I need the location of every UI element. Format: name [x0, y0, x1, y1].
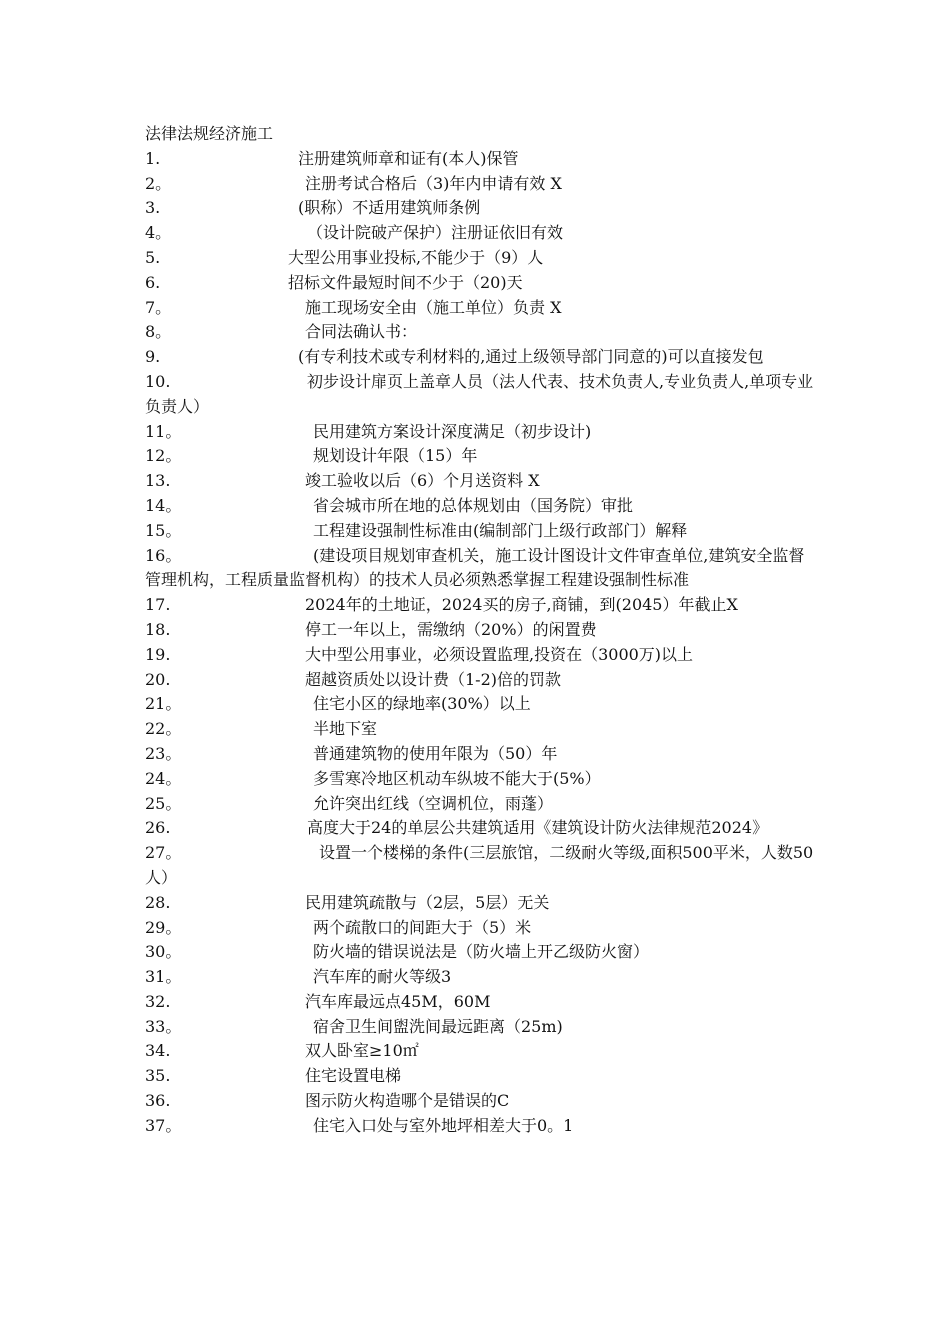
document-page: [145, 122, 815, 1139]
item-number: 17.: [145, 595, 171, 615]
list-item: [145, 1015, 815, 1040]
list-item: [145, 792, 815, 817]
item-number: 1.: [145, 148, 161, 168]
item-text: 住宅设置电梯: [305, 1066, 402, 1086]
item-text: 住宅小区的绿地率(30%）以上: [313, 694, 531, 714]
item-number: 11。: [145, 421, 182, 441]
list-item: [145, 1089, 815, 1114]
item-text: (有专利技术或专利材料的,通过上级领导部门同意的)可以直接发包: [298, 347, 764, 367]
list-item: [145, 172, 815, 197]
item-number: 23。: [145, 743, 182, 763]
item-number: 21。: [145, 694, 182, 714]
item-number: 37。: [145, 1115, 182, 1135]
item-number: 5.: [145, 247, 161, 267]
list-item: [145, 147, 815, 172]
item-text: 两个疏散口的间距大于（5）米: [313, 917, 532, 937]
question-list: [145, 147, 815, 1139]
list-item: [145, 320, 815, 345]
item-number: 22。: [145, 719, 182, 739]
item-number: 33。: [145, 1016, 182, 1036]
item-text: 允许突出红线（空调机位，雨蓬）: [313, 793, 554, 813]
item-number: 32.: [145, 991, 171, 1011]
list-item: [145, 692, 815, 717]
item-number: 36.: [145, 1091, 171, 1111]
item-number: 35.: [145, 1066, 171, 1086]
list-item: [145, 544, 815, 594]
list-item: [145, 271, 815, 296]
item-text: 高度大于24的单层公共建筑适用《建筑设计防火法律规范2024》: [307, 818, 769, 838]
item-number: 16。: [145, 545, 182, 565]
item-text: 民用建筑方案设计深度满足（初步设计): [313, 421, 592, 441]
list-item: [145, 420, 815, 445]
item-text: 省会城市所在地的总体规划由（国务院）审批: [313, 495, 634, 515]
item-number: 8。: [145, 322, 172, 342]
list-item: [145, 296, 815, 321]
list-item: [145, 965, 815, 990]
list-item: [145, 816, 815, 841]
list-item: [145, 246, 815, 271]
item-text: (建设项目规划审查机关，施工设计图设计文件审查单位,建筑安全监督管理机构，工程质量监督机构）的技术人员必须熟悉掌握工程建设强制性标准: [145, 545, 805, 590]
item-text: 住宅入口处与室外地坪相差大于0。1: [313, 1115, 574, 1135]
item-text: 民用建筑疏散与（2层，5层）无关: [305, 892, 550, 912]
item-number: 14。: [145, 495, 182, 515]
item-text: （设计院破产保护）注册证依旧有效: [307, 223, 564, 243]
list-item: [145, 345, 815, 370]
item-number: 19.: [145, 644, 171, 664]
item-text: 汽车库的耐火等级3: [313, 967, 452, 987]
list-item: [145, 767, 815, 792]
list-item: [145, 370, 815, 420]
item-text: 施工现场安全由（施工单位）负责 X: [305, 297, 562, 317]
item-number: 28.: [145, 892, 171, 912]
list-item: [145, 444, 815, 469]
list-item: [145, 742, 815, 767]
item-text: 超越资质处以设计费（1-2)倍的罚款: [305, 669, 562, 689]
list-item: [145, 469, 815, 494]
item-number: 12。: [145, 446, 182, 466]
item-number: 25。: [145, 793, 182, 813]
item-number: 2。: [145, 173, 172, 193]
item-text: 设置一个楼梯的条件(三层旅馆，二级耐火等级,面积500平米，人数50人）: [145, 843, 814, 887]
list-item: [145, 593, 815, 618]
list-item: [145, 494, 815, 519]
item-text: 大中型公用事业，必须设置监理,投资在（3000万)以上: [305, 644, 694, 664]
list-item: [145, 940, 815, 965]
item-number: 10.: [145, 371, 171, 391]
list-item: [145, 916, 815, 941]
item-text: 大型公用事业投标,不能少于（9）人: [288, 247, 544, 267]
list-item: [145, 891, 815, 916]
list-item: [145, 618, 815, 643]
item-text: 图示防火构造哪个是错误的C: [305, 1091, 510, 1111]
item-text: 停工一年以上，需缴纳（20%）的闲置费: [305, 619, 597, 639]
item-number: 13.: [145, 471, 171, 491]
item-text: 工程建设强制性标准由(编制部门上级行政部门）解释: [313, 520, 688, 540]
item-text: 初步设计扉页上盖章人员（法人代表、技术负责人,专业负责人,单项专业负责人）: [145, 371, 814, 416]
list-item: [145, 717, 815, 742]
item-text: 半地下室: [313, 719, 378, 739]
list-item: [145, 519, 815, 544]
item-text: 普通建筑物的使用年限为（50）年: [313, 743, 558, 763]
item-number: 24。: [145, 768, 182, 788]
item-number: 18.: [145, 619, 171, 639]
item-number: 4。: [145, 223, 172, 243]
item-number: 29。: [145, 917, 182, 937]
document-title: 法律法规经济施工: [145, 124, 274, 143]
item-number: 27。: [145, 843, 182, 863]
item-number: 30。: [145, 942, 182, 962]
item-text: 规划设计年限（15）年: [313, 446, 478, 466]
item-text: 宿舍卫生间盥洗间最远距离（25m): [313, 1016, 563, 1036]
list-item: [145, 1114, 815, 1139]
item-text: 招标文件最短时间不少于（20)天: [288, 272, 523, 292]
item-number: 26.: [145, 818, 171, 838]
item-text: (职称）不适用建筑师条例: [298, 198, 481, 218]
item-number: 20.: [145, 669, 171, 689]
item-text: 注册考试合格后（3)年内申请有效 X: [305, 173, 562, 193]
item-number: 9.: [145, 347, 161, 367]
item-number: 31。: [145, 967, 182, 987]
item-text: 双人卧室≥10㎡: [305, 1041, 419, 1061]
list-item: [145, 643, 815, 668]
item-text: 注册建筑师章和证有(本人)保管: [298, 148, 519, 168]
item-text: 合同法确认书：: [305, 322, 418, 342]
item-number: 6.: [145, 272, 161, 292]
list-item: [145, 196, 815, 221]
list-item: [145, 221, 815, 246]
item-number: 15。: [145, 520, 182, 540]
list-item: [145, 990, 815, 1015]
list-item: [145, 1039, 815, 1064]
item-text: 多雪寒冷地区机动车纵坡不能大于(5%）: [313, 768, 601, 788]
item-text: 2024年的土地证，2024买的房子,商铺，到(2045）年截止X: [305, 595, 738, 615]
item-text: 竣工验收以后（6）个月送资料 X: [305, 471, 540, 491]
item-number: 34.: [145, 1041, 171, 1061]
list-item: [145, 1064, 815, 1089]
item-number: 3.: [145, 198, 161, 218]
list-item: [145, 668, 815, 693]
item-text: 汽车库最远点45M，60M: [305, 991, 491, 1011]
list-item: [145, 841, 815, 891]
item-text: 防火墙的错误说法是（防火墙上开乙级防火窗）: [313, 942, 650, 962]
item-number: 7。: [145, 297, 172, 317]
